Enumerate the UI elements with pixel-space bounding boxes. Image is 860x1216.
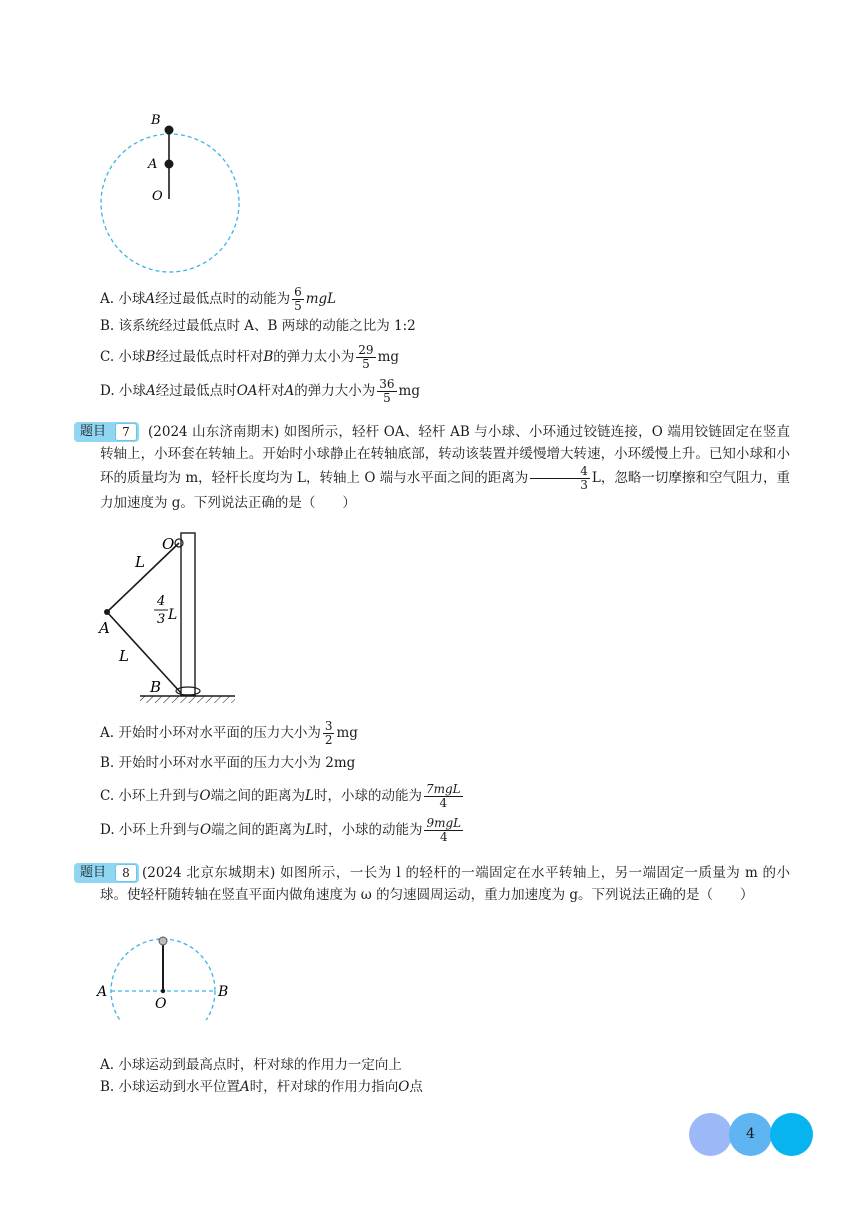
q7-option-b: B. 开始时小环对水平面的压力大小为 2mg xyxy=(100,755,356,771)
page-number-circle xyxy=(729,1113,772,1156)
q6-figure xyxy=(95,108,245,273)
q8-center xyxy=(161,989,165,993)
q6-option-c: C. 小球B经过最低点时杆对B的弹力太小为 $\frac{29}{5}$ mg xyxy=(100,343,400,371)
q6-option-b: B. 该系统经过最低点时 A、B 两球的动能之比为 1:2 xyxy=(100,318,416,334)
q6-label-a: A xyxy=(148,157,158,172)
q6-dashed-circle xyxy=(101,134,239,272)
q6-option-d: D. 小球A经过最低点时OA杆对A的弹力大小为 $\frac{36}{5}$ mg xyxy=(100,377,420,405)
q8-option-b: B. 小球运动到水平位置A时，杆对球的作用力指向O点 xyxy=(100,1079,423,1095)
q6-label-o: O xyxy=(152,189,163,204)
q7-tag: 题目 7 xyxy=(74,422,139,442)
q6-ball-a xyxy=(165,160,174,169)
q8-label-o: O xyxy=(155,996,167,1012)
q8-tag: 题目 8 xyxy=(74,863,139,883)
page-number: 4 xyxy=(746,1126,755,1142)
page-decor-circle-right xyxy=(770,1113,813,1156)
q8-ball xyxy=(159,937,167,945)
q7-frac-var: L xyxy=(168,607,178,623)
q7-ground-hatch xyxy=(140,696,235,703)
q8-figure xyxy=(95,930,240,1020)
q7-label-l2: L xyxy=(119,647,129,665)
q7-option-c: C. 小环上升到与O端之间的距离为L时，小球的动能为 $\frac{\text{7mgL}}{4}$ xyxy=(100,782,461,810)
q7-option-d: D. 小环上升到与O端之间的距离为L时，小球的动能为 $\frac{\text{9mgL}}{4}$ xyxy=(100,816,462,844)
q7-stem: (2024 山东济南期末) 如图所示，轻杆 OA、轻杆 AB 与小球、小环通过铰链连接，O 端用铰链固定在竖直转轴上，小环套在转轴上。开始时小球静止在转轴底部，转动该装置并缓慢增大转速，小环缓慢上升。已知小球和小环的质量均为 m，轻杆长度均为 L，转轴上 O 端与水平面之间的距离为 $\frac{4}{3}$ L，忽略一切摩擦和空气阻力，重力加速度为 g。下列说法正确的是（ ） xyxy=(100,424,791,511)
q8-label-b: B xyxy=(218,984,229,1000)
q7-figure xyxy=(95,525,245,710)
page-decor-circle-left xyxy=(689,1113,732,1156)
q6-ball-b xyxy=(165,126,174,135)
q7-label-l1: L xyxy=(135,553,145,571)
q6-label-b: B xyxy=(151,113,161,128)
q7-frac-den: 3 xyxy=(157,612,166,627)
q7-ball-a xyxy=(104,609,110,615)
q6-option-a: A. 小球A经过最低点时的动能为 $\frac{6}{5}$ mgL xyxy=(100,285,337,313)
q7-frac-num: 4 xyxy=(157,594,166,609)
q8-option-a: A. 小球运动到最高点时，杆对球的作用力一定向上 xyxy=(100,1057,402,1073)
q7-option-a: A. 开始时小环对水平面的压力大小为 $\frac{3}{2}$ mg xyxy=(100,719,358,747)
q7-label-b: B xyxy=(150,678,162,696)
q7-shaft xyxy=(181,533,195,695)
q7-label-o: O xyxy=(162,535,175,553)
q7-label-a: A xyxy=(99,619,110,637)
q8-label-a: A xyxy=(97,984,108,1000)
q8-stem: (2024 北京东城期末) 如图所示，一长为 l 的轻杆的一端固定在水平转轴上，另一端固定一质量为 m 的小球。使轻杆随转轴在竖直平面内做角速度为 ω 的匀速圆周运动，重力加速度为 g。下列说法正确的是（ ） xyxy=(100,865,790,903)
